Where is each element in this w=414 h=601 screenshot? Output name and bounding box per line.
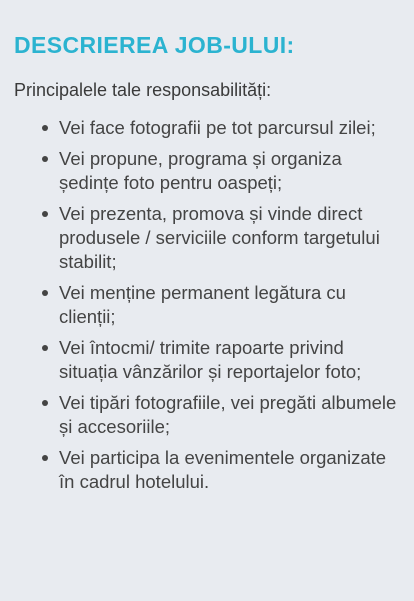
bullet-icon <box>42 400 48 406</box>
list-item-text: Vei tipări fotografiile, vei pregăti albumele și accesoriile; <box>59 392 397 437</box>
bullet-icon <box>42 455 48 461</box>
bullet-icon <box>42 345 48 351</box>
responsibilities-list <box>14 116 400 494</box>
list-item <box>59 202 400 274</box>
bullet-icon <box>42 290 48 296</box>
list-item-text: Vei propune, programa și organiza ședințe foto pentru oaspeți; <box>59 148 342 193</box>
list-item-text: Vei participa la evenimentele organizate în cadrul hotelului. <box>59 447 387 492</box>
list-item <box>59 116 400 140</box>
bullet-icon <box>42 125 48 131</box>
bullet-icon <box>42 211 48 217</box>
list-item-text: Vei menține permanent legătura cu clienții; <box>59 282 346 327</box>
list-item <box>59 281 400 329</box>
list-item <box>59 147 400 195</box>
responsibilities-intro: Principalele tale responsabilități: <box>14 80 272 100</box>
list-item <box>59 336 400 384</box>
list-item-text: Vei face fotografii pe tot parcursul zilei; <box>59 117 376 138</box>
list-item-text: Vei întocmi/ trimite rapoarte privind situația vânzărilor și reportajelor foto; <box>59 337 362 382</box>
section-heading: DESCRIEREA JOB-ULUI: <box>14 32 295 58</box>
list-item <box>59 391 400 439</box>
bullet-icon <box>42 156 48 162</box>
list-item <box>59 446 400 494</box>
list-item-text: Vei prezenta, promova și vinde direct produsele / serviciile conform targetului stabilit; <box>59 203 380 272</box>
